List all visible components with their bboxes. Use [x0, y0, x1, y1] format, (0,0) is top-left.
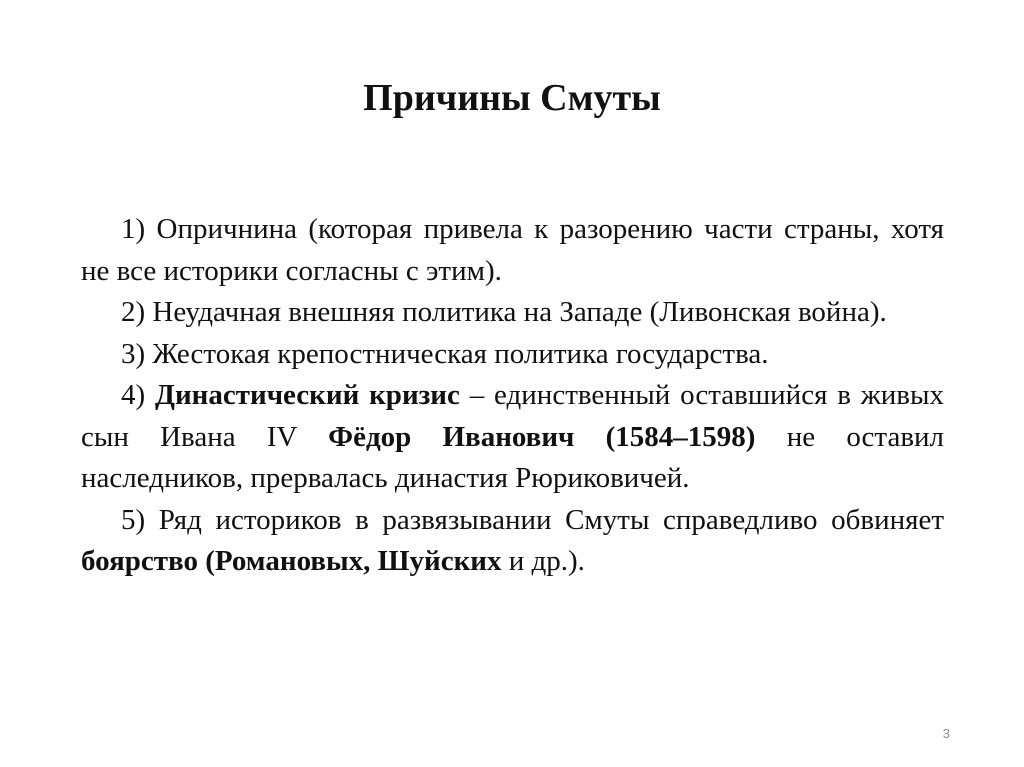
cause-item-5	[81, 500, 944, 583]
cause-item-3	[81, 334, 944, 376]
cause-text: – единственный оставшийся в живых сын Ивана IV	[81, 379, 944, 453]
cause-number: 1)	[121, 213, 146, 245]
cause-text: Жестокая крепостническая политика государства.	[152, 337, 769, 370]
cause-number: 3)	[121, 337, 146, 370]
cause-number: 2)	[121, 296, 146, 328]
cause-item-1	[81, 209, 944, 292]
cause-text: Опричнина (которая привела к разорению части страны, хотя не все историки согласны с этим).	[81, 213, 945, 287]
cause-item-4	[81, 375, 944, 500]
cause-text: Ряд историков в развязывании Смуты справедливо обвиняет	[158, 503, 945, 536]
causes-list	[81, 209, 944, 583]
cause-item-2	[81, 292, 944, 334]
cause-number: 4)	[121, 379, 146, 411]
cause-text: не оставил наследников, прервалась династия Рюриковичей.	[81, 420, 945, 494]
cause-text: Неудачная внешняя политика на Западе (Ливонская война).	[152, 296, 887, 328]
cause-text-bold: Фёдор Иванович (1584–1598)	[328, 420, 756, 453]
slide-title: Причины Смуты	[363, 77, 661, 119]
cause-text: и др.).	[501, 545, 585, 577]
cause-text-bold: Династический кризис	[155, 379, 460, 411]
cause-number: 5)	[121, 503, 146, 536]
page-number: 3	[942, 726, 950, 741]
cause-text-bold: боярство (Романовых, Шуйских	[81, 545, 502, 577]
